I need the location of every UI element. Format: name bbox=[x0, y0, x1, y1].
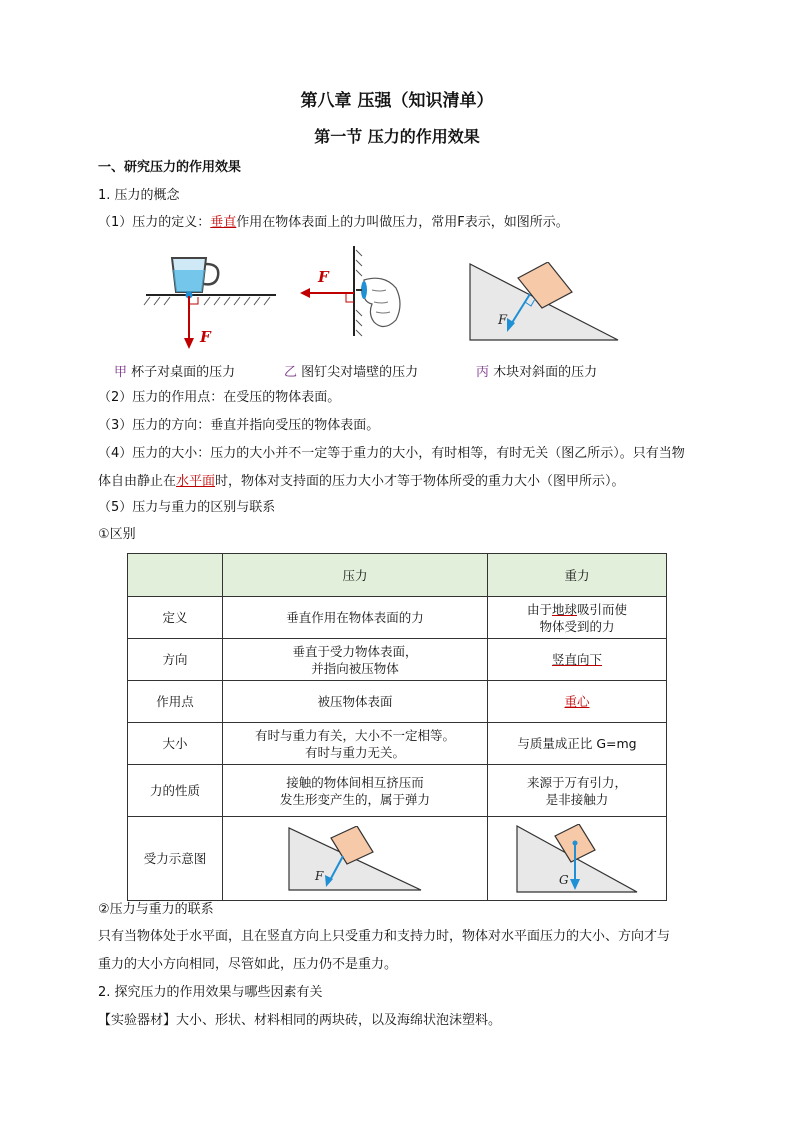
keyword-perpendicular: 垂直 bbox=[210, 215, 237, 230]
diff-title: （5）压力与重力的区别与联系 bbox=[98, 500, 276, 515]
table-header-gravity: 重力 bbox=[488, 554, 667, 597]
table-row: 方向 垂直于受力物体表面， 并指向被压物体 竖直向下 bbox=[128, 639, 667, 681]
force-label-slope: F bbox=[498, 313, 508, 328]
svg-text:F: F bbox=[315, 868, 324, 883]
force-label-cup: F bbox=[200, 328, 211, 346]
caption-wall: 乙 图钉尖对墙壁的压力 bbox=[284, 365, 419, 380]
table-header-row bbox=[128, 554, 667, 597]
figure-wall bbox=[298, 244, 418, 340]
keyword-horizontal: 水平面 bbox=[176, 474, 216, 489]
pressure-diagram bbox=[287, 826, 423, 892]
page-title: 第八章 压强（知识清单） bbox=[300, 91, 494, 111]
item-concept: 1. 压力的概念 bbox=[98, 188, 180, 203]
direction-line: （3）压力的方向：垂直并指向受压的物体表面。 bbox=[98, 418, 380, 433]
heading-research: 一、研究压力的作用效果 bbox=[98, 160, 242, 175]
item-explore: 2. 探究压力的作用效果与哪些因素有关 bbox=[98, 985, 323, 1000]
gravity-diagram bbox=[515, 824, 639, 894]
relation-title: ②压力与重力的联系 bbox=[98, 902, 214, 917]
table-header-pressure: 压力 bbox=[223, 554, 488, 597]
point-line: （2）压力的作用点：在受压的物体表面。 bbox=[98, 390, 341, 405]
diff-sub: ①区别 bbox=[98, 527, 136, 542]
relation-line-1: 只有当物体处于水平面，且在竖直方向上只受重力和支持力时，物体对水平面压力的大小、方向才与 bbox=[98, 929, 671, 944]
table-row: 大小 有时与重力有关，大小不一定相等。 有时与重力无关。 与质量成正比 G=mg bbox=[128, 723, 667, 765]
size-line-1: （4）压力的大小：压力的大小并不一定等于重力的大小，有时相等，有时无关（图乙所示）。只有当物 bbox=[98, 446, 685, 461]
svg-text:G: G bbox=[559, 872, 569, 887]
table-row: 作用点 被压物体表面 重心 bbox=[128, 681, 667, 723]
table-row: 受力示意图 F G bbox=[128, 817, 667, 901]
definition-line: （1）压力的定义：垂直作用在物体表面上的力叫做压力，常用F表示，如图所示。 bbox=[98, 215, 569, 230]
caption-slope: 丙 木块对斜面的压力 bbox=[476, 365, 598, 380]
equipment-line: 【实验器材】大小、形状、材料相同的两块砖，以及海绵状泡沫塑料。 bbox=[98, 1013, 502, 1028]
relation-line-2: 重力的大小方向相同，尽管如此，压力仍不是重力。 bbox=[98, 957, 398, 972]
table-row: 力的性质 接触的物体间相互挤压而 发生形变产生的，属于弹力 来源于万有引力， 是非接触力 bbox=[128, 765, 667, 817]
caption-cup: 甲 杯子对桌面的压力 bbox=[114, 365, 236, 380]
comparison-table bbox=[127, 553, 667, 901]
force-label-wall: F bbox=[318, 268, 329, 286]
table-header-blank bbox=[128, 554, 223, 597]
table-row: 定义 垂直作用在物体表面的力 由于地球吸引而使 物体受到的力 bbox=[128, 597, 667, 639]
size-line-2: 体自由静止在水平面时，物体对支持面的压力大小才等于物体所受的重力大小（图甲所示）。 bbox=[98, 474, 625, 489]
figure-cup bbox=[140, 252, 280, 352]
figure-slope bbox=[468, 262, 620, 342]
section-title: 第一节 压力的作用效果 bbox=[314, 127, 480, 146]
